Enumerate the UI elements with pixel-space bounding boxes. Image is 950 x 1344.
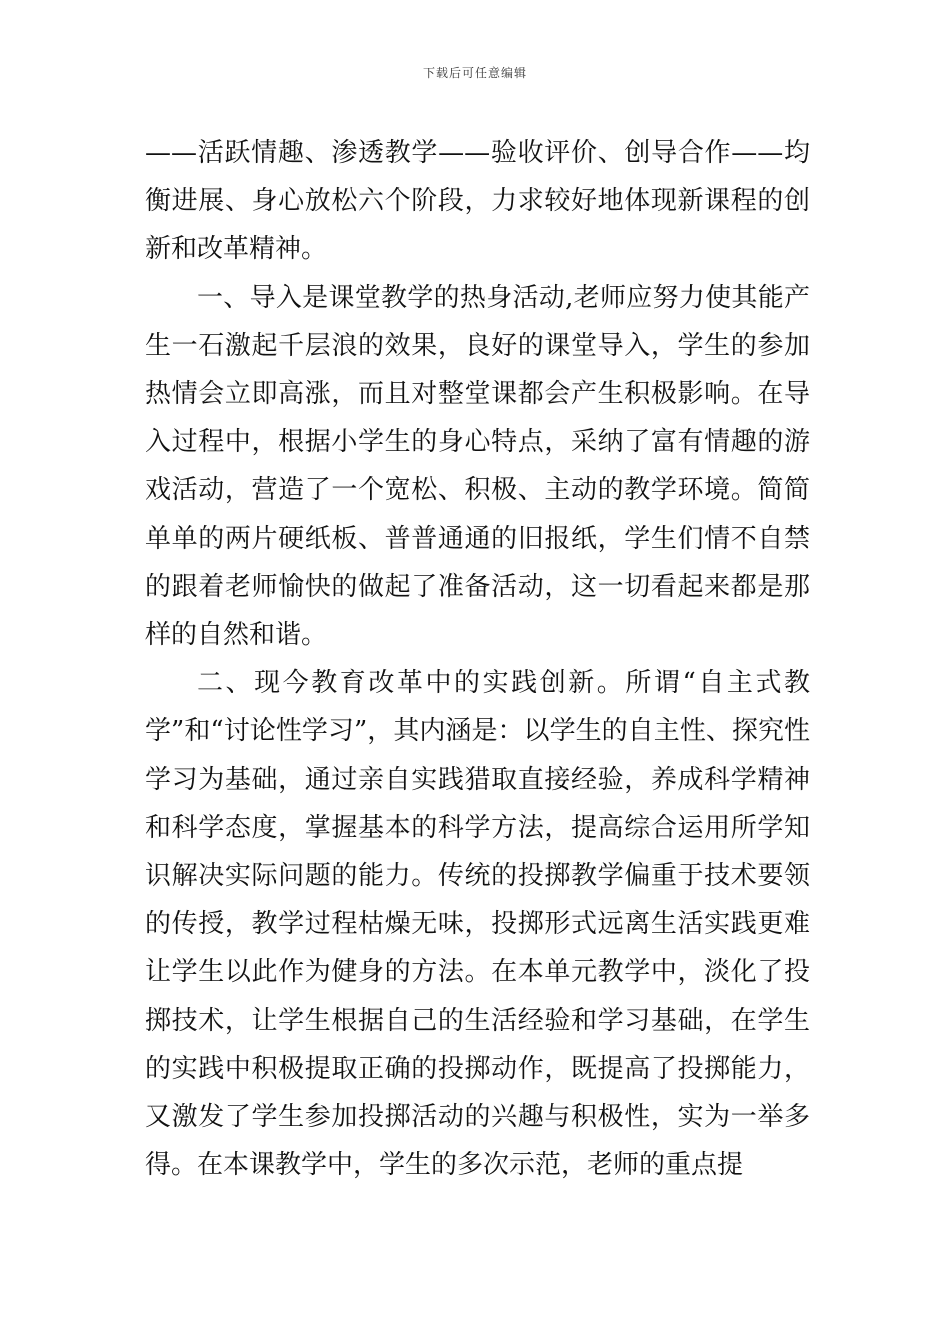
paragraph-section-one: 一、导入是课堂教学的热身活动,老师应努力使其能产生一石激起千层浪的效果，良好的课堂导入，学生的参加热情会立即高涨，而且对整堂课都会产生积极影响。在导入过程中，根据小学生的身心特点，采纳了富有情趣的游戏活动，营造了一个宽松、积极、主动的教学环境。简简单单的两片硬纸板、普普通通的旧报纸，学生们情不自禁的跟着老师愉快的做起了准备活动，这一切看起来都是那样的自然和谐。	[145, 282, 810, 651]
paragraph-section-two: 二、现今教育改革中的实践创新。所谓“自主式教学”和“讨论性学习”，其内涵是：以学生的自主性、探究性学习为基础，通过亲自实践猎取直接经验，养成科学精神和科学态度，掌握基本的科学方法，提高综合运用所学知识解决实际问题的能力。传统的投掷教学偏重于技术要领的传授，教学过程枯燥无味，投掷形式远离生活实践更难让学生以此作为健身的方法。在本单元教学中，淡化了投掷技术，让学生根据自己的生活经验和学习基础，在学生的实践中积极提取正确的投掷动作，既提高了投掷能力，又激发了学生参加投掷活动的兴趣与积极性，实为一举多得。在本课教学中，学生的多次示范，老师的重点提	[145, 668, 810, 1181]
document-body	[145, 129, 810, 1189]
page-header: 下载后可任意编辑	[422, 66, 527, 80]
paragraph-continuation: ——活跃情趣、渗透教学——验收评价、创导合作——均衡进展、身心放松六个阶段，力求较好地体现新课程的创新和改革精神。	[145, 138, 810, 265]
